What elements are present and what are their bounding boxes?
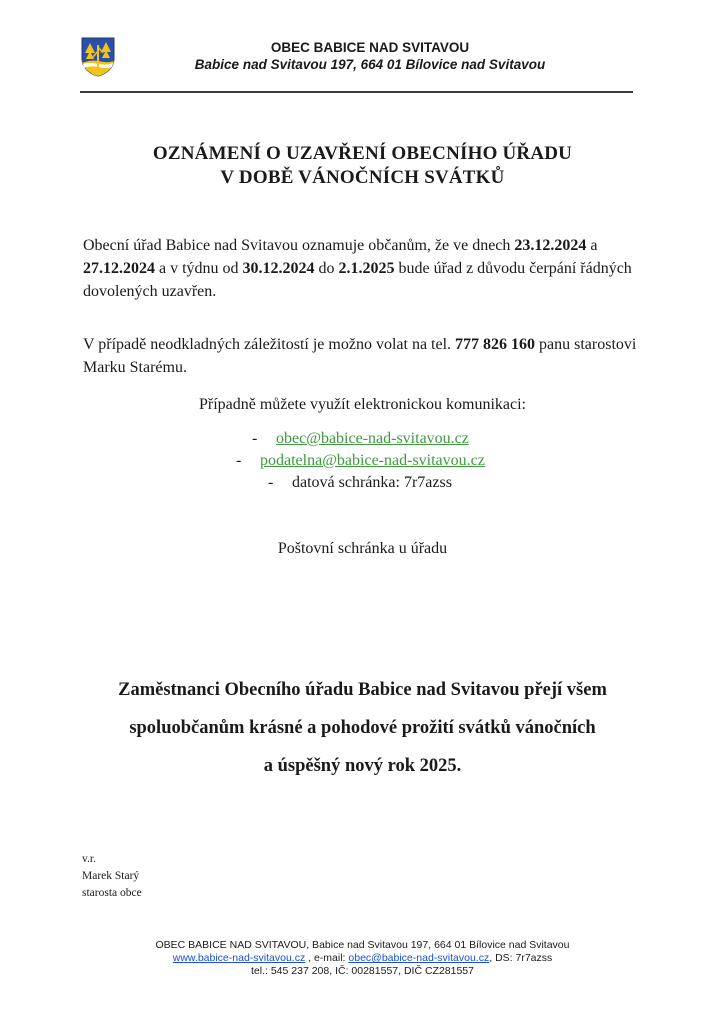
header-address: Babice nad Svitavou 197, 664 01 Bílovice nad Svitavou — [194, 57, 546, 72]
document-title-line-1: OZNÁMENÍ O UZAVŘENÍ OBECNÍHO ÚŘADU — [152, 143, 573, 164]
footer-data-box: , DS: 7r7azss — [489, 952, 553, 964]
urgent-text-1: V případě neodkladných záležitostí je možno volat na tel. — [83, 336, 456, 353]
closure-text-1: Obecní úřad Babice nad Svitavou oznamuje občanům, že ve dnech — [83, 237, 515, 254]
closure-paragraph — [83, 234, 643, 303]
footer-contacts — [0, 952, 725, 964]
urgent-text-2: panu starostovi Marku Starému. — [83, 336, 637, 376]
header-divider — [80, 91, 633, 93]
greeting-line-3: a úspěšný nový rok 2025. — [263, 756, 462, 776]
signature-role: starosta obce — [82, 887, 142, 899]
footer-web-link[interactable]: www.babice-nad-svitavou.cz — [172, 952, 306, 964]
closure-date-3: 30.12.2024 — [242, 260, 315, 277]
header-org-name: OBEC BABICE NAD SVITAVOU — [270, 40, 470, 55]
list-dash: - — [252, 430, 258, 447]
municipal-crest-icon — [81, 37, 115, 77]
email-link-podatelna[interactable]: podatelna@babice-nad-svitavou.cz — [260, 452, 485, 469]
footer-address: OBEC BABICE NAD SVITAVOU, Babice nad Svitavou 197, 664 01 Bílovice nad Svitavou — [155, 939, 570, 951]
contact-item-email-2 — [236, 452, 485, 470]
postbox-note: Poštovní schránka u úřadu — [277, 540, 448, 557]
document-title-line-2: V DOBĚ VÁNOČNÍCH SVÁTKŮ — [220, 167, 505, 188]
closure-text-3: a v týdnu od — [155, 260, 243, 277]
contact-item-datovka — [268, 474, 452, 492]
footer-ids: tel.: 545 237 208, IČ: 00281557, DIČ CZ281557 — [251, 965, 474, 977]
closure-text-5: bude úřad z důvodu čerpání řádných dovolených uzavřen. — [83, 260, 632, 300]
greeting-line-2: spoluobčanům krásné a pohodové prožití svátků vánočních — [129, 718, 596, 738]
closure-date-1: 23.12.2024 — [514, 237, 587, 254]
closure-date-2: 27.12.2024 — [83, 260, 155, 277]
urgent-contact-paragraph — [83, 333, 643, 379]
signature-name: Marek Starý — [82, 870, 140, 882]
footer-separator: , e-mail: — [305, 952, 349, 964]
list-dash: - — [236, 452, 242, 469]
greeting-line-1: Zaměstnanci Obecního úřadu Babice nad Svitavou přejí všem — [118, 680, 607, 700]
closure-text-4: do — [314, 260, 339, 277]
signature-vr: v.r. — [82, 853, 96, 865]
closure-date-4: 2.1.2025 — [338, 260, 395, 277]
contact-item-email-1 — [252, 430, 469, 448]
closure-text-2: a — [586, 237, 598, 254]
urgent-phone: 777 826 160 — [455, 336, 536, 353]
electronic-contact-intro: Případně můžete využít elektronickou komunikaci: — [198, 396, 526, 413]
email-link-obec[interactable]: obec@babice-nad-svitavou.cz — [276, 430, 469, 447]
data-box-text: datová schránka: 7r7azss — [292, 474, 452, 491]
list-dash: - — [268, 474, 274, 491]
footer-email-link[interactable]: obec@babice-nad-svitavou.cz — [348, 952, 490, 964]
